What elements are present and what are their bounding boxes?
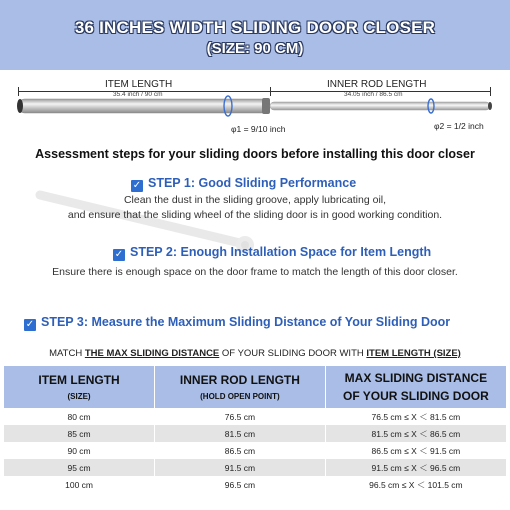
column-header-max-sliding-distance (325, 366, 506, 408)
column-subtitle: (SIZE) (67, 391, 91, 401)
column-subtitle: OF YOUR SLIDING DOOR (342, 389, 489, 403)
table-cell: 91.5 cm ≤ X ＜ 96.5 cm (325, 459, 506, 476)
column-header-item-length (4, 366, 155, 408)
checkmark-icon: ✓ (132, 180, 142, 191)
inner-rod-length-value: 34.05 inch / 86.5 cm (344, 91, 403, 98)
column-subtitle: (HOLD OPEN POINT) (200, 391, 280, 401)
table-cell: 95 cm (4, 459, 155, 476)
step-3-title (24, 315, 450, 331)
column-title: INNER ROD LENGTH (179, 372, 300, 387)
checkmark-icon: ✓ (25, 319, 35, 330)
column-header-inner-rod-length (155, 366, 326, 408)
step-2-line-1: Ensure there is enough space on the door frame to match the length of this door closer. (52, 266, 458, 278)
banner-subtitle: (SIZE: 90 CM) (206, 40, 304, 57)
size-table (4, 366, 506, 493)
match-emphasis-1: THE MAX SLIDING DISTANCE (84, 348, 220, 359)
table-row (4, 408, 506, 425)
match-middle: OF YOUR SLIDING DOOR WITH (221, 348, 364, 359)
step-1-title (131, 176, 356, 192)
column-title: MAX SLIDING DISTANCE (344, 371, 488, 385)
step-2-title-text: STEP 2: Enough Installation Space for Item Length (130, 245, 432, 259)
table-cell: 80 cm (4, 408, 155, 425)
table-cell: 76.5 cm ≤ X ＜ 81.5 cm (325, 408, 506, 425)
item-length-label: ITEM LENGTH (105, 79, 173, 90)
table-cell: 90 cm (4, 442, 155, 459)
inner-rod (270, 102, 492, 110)
table-cell: 86.5 cm ≤ X ＜ 91.5 cm (325, 442, 506, 459)
table-row (4, 442, 506, 459)
item-length-value: 35.4 inch / 90 cm (113, 91, 163, 98)
match-emphasis-2: ITEM LENGTH (SIZE) (366, 348, 461, 359)
banner-title: 36 INCHES WIDTH SLIDING DOOR CLOSER (74, 18, 436, 37)
match-prefix: MATCH (49, 348, 83, 359)
title-banner (0, 0, 510, 70)
table-cell: 91.5 cm (155, 459, 326, 476)
column-title: ITEM LENGTH (38, 372, 120, 387)
match-instruction (0, 348, 510, 359)
table-cell: 81.5 cm ≤ X ＜ 86.5 cm (325, 425, 506, 442)
table-cell: 81.5 cm (155, 425, 326, 442)
step-3-title-text: STEP 3: Measure the Maximum Sliding Distance of Your Sliding Door (41, 315, 451, 329)
door-closer-rod-illustration (0, 95, 510, 145)
step-1-title-text: STEP 1: Good Sliding Performance (148, 176, 357, 190)
assessment-heading: Assessment steps for your sliding doors before installing this door closer (35, 147, 475, 161)
table-header-row (4, 366, 506, 408)
table-cell: 100 cm (4, 476, 155, 493)
table-cell: 96.5 cm (155, 476, 326, 493)
table-row (4, 476, 506, 493)
step-2-title (113, 245, 431, 261)
table-row (4, 425, 506, 442)
step-1-line-1: Clean the dust in the sliding groove, apply lubricating oil, (123, 194, 387, 206)
checkmark-icon: ✓ (114, 249, 124, 260)
table-cell: 96.5 cm ≤ X ＜ 101.5 cm (325, 476, 506, 493)
table-row (4, 459, 506, 476)
diameter-1-label: φ1 = 9/10 inch (231, 124, 286, 134)
table-cell: 86.5 cm (155, 442, 326, 459)
diameter-2-label: φ2 = 1/2 inch (434, 121, 484, 131)
step-1-line-2: and ensure that the sliding wheel of the sliding door is in good working condition. (67, 209, 443, 221)
table-cell: 85 cm (4, 425, 155, 442)
table-cell: 76.5 cm (155, 408, 326, 425)
inner-rod-length-label: INNER ROD LENGTH (327, 79, 427, 90)
